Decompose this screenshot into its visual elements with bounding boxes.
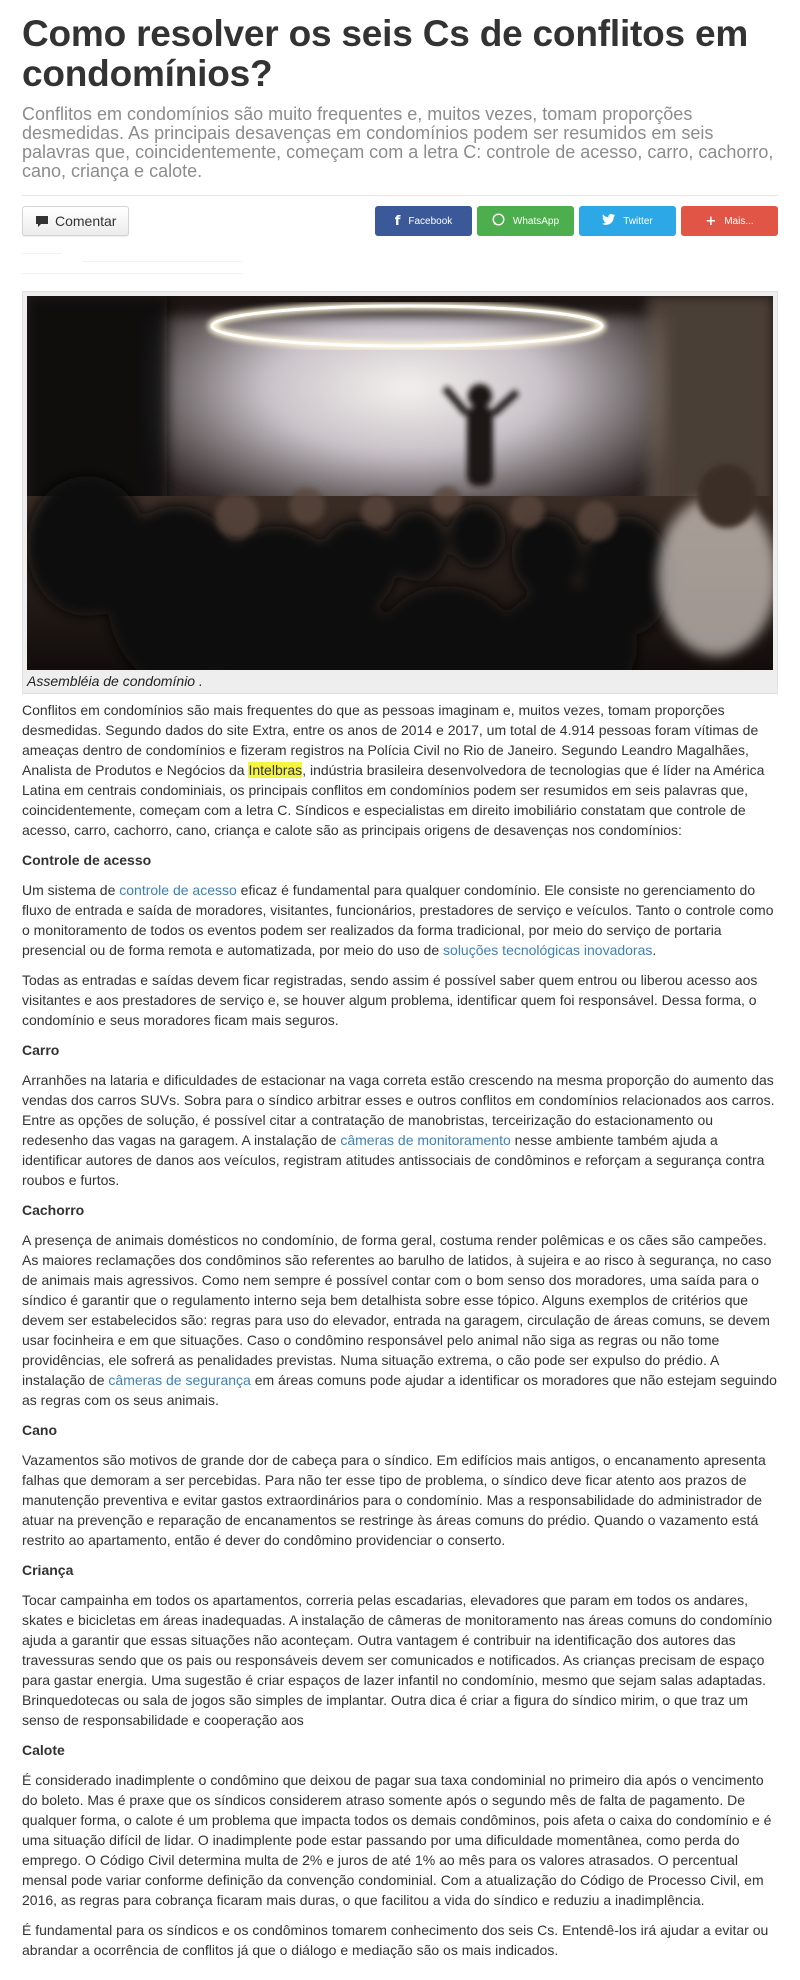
text-span: nesse ambiente também ajuda a identificar autores de danos aos veículos, registram atitudes antissociais de condôminos e reforçam a segurança contra roubos e furtos. [22,1132,765,1188]
section-heading-carro: Carro [22,1042,60,1058]
section-heading-cano: Cano [22,1422,57,1438]
intro-paragraph [22,700,778,840]
section-heading-controle: Controle de acesso [22,852,152,868]
section-paragraph: É considerado inadimplente o condômino que deixou de pagar sua taxa condominial no primeiro dia após o vencimento do boleto. Mas é praxe que os síndicos considerem atraso somente após o segundo mês de falta de pagamento. De qualquer forma, o calote é um problema que impacta todos os demais condôminos, pois afeta o caixa do condomínio e é uma situação difícil de lidar. O inadimplente pode estar passando por uma dificuldade momentânea, como perda do emprego. O Código Civil determina multa de 2% e juros de até 1% ao mês para os valores atrasados. O percentual mensal pode variar conforme definição da convenção condominial. Com a atualização do Código de Processo Civil, em 2016, as regras para cobrança ficaram mais duras, o que facilitou a vida do síndico e reduziu a inadimplência. [22,1772,772,1908]
share-more-button[interactable] [681,206,778,236]
share-buttons [375,206,778,236]
link-cameras-de-seguranca[interactable]: câmeras de segurança [108,1372,251,1388]
whatsapp-icon [492,213,505,230]
page-title: Como resolver os seis Cs de conflitos em condomínios? [22,13,749,94]
share-whatsapp-label: WhatsApp [512,215,560,227]
comment-button[interactable] [22,206,129,236]
text-span: Arranhões na lataria e dificuldades de estacionar na vaga correta estão crescendo na mesma proporção do aumento das vendas dos carros SUVs. Sobra para o síndico arbitrar esses e outros conflitos em condomínios relacionados aos carros. Entre as opções de solução, é possível citar a contratação de manobristas, terceirização do estacionamento ou redesenho das vagas na garagem. A instalação de [22,1072,775,1148]
text-span: A presença de animais domésticos no condomínio, de forma geral, costuma render polêmicas e os cães são campeões. As maiores reclamações dos condôminos são referentes ao barulho de latidos, à sujeira e ao risco à segurança, no caso de animais mais agressivos. Como nem sempre é possível contar com o bom senso dos moradores, uma saída para o síndico é garantir que o regulamento interno seja bem detalhista sobre esse tópico. Alguns exemplos de critérios que devem ser estabelecidos são: regras para uso do elevador, entrada na garagem, circulação de áreas comuns, se devem usar focinheira e em que situações. Caso o condômino responsável pelo animal não siga as regras ou não tome providências, ele sofrerá as penalidades previstas. Numa situação extrema, o cão pode ser expulso do prédio. A instalação de [22,1232,772,1388]
article-toolbar [22,205,778,237]
article-figure [22,291,778,694]
section-paragraph: Vazamentos são motivos de grande dor de cabeça para o síndico. Em edifícios mais antigos, o encanamento apresenta falhas que demoram a ser percebidas. Para não ter esse tipo de problema, o síndico deve ficar atento aos prazos de manutenção preventiva e evitar gastos extraordinários para o condomínio. Mas a responsabilidade do administrador de atuar na prevenção e reparação de encanamentos se restringe às áreas comuns do prédio. Quando o vazamento está restrito ao apartamento, então é dever do condômino providenciar o conserto. [22,1452,766,1548]
intro-text-b: , indústria brasileira desenvolvedora de tecnologias que é líder na América Latina em centrais condominiais, os principais conflitos em condomínios podem ser resumidos em seis palavras que, coincidentemente, começam com a letra C. Síndicos e especialistas em direito imobiliário constatam que controle de acesso, carro, cachorro, cano, criança e calote são as principais origens de desavenças nos condomínios: [22,762,765,838]
article-body [22,700,778,1960]
share-facebook-label: Facebook [408,215,453,227]
section-paragraph [22,1070,778,1190]
section-heading-calote: Calote [22,1742,65,1758]
link-cameras-de-monitoramento[interactable]: câmeras de monitoramento [340,1132,511,1148]
intro-text-a: Conflitos em condomínios são mais frequentes do que as pessoas imaginam e, muitos vezes, tomam proporções desmedidas. Segundo dados do site Extra, entre os anos de 2014 e 2017, um total de 4.914 pessoas foram vítimas de ameaças dentro de condomínios e fizeram registros na Polícia Civil no Rio de Janeiro. Segundo Leandro Magalhães, Analista de Produtos e Negócios da [22,702,759,778]
text-span: eficaz é fundamental para qualquer condomínio. Ele consiste no gerenciamento do fluxo de entrada e saída de moradores, visitantes, funcionários, prestadores de serviço e veículos. Tanto o controle como o monitoramento de todos os eventos podem ser realizados da forma tradicional, por meio do serviço de portaria presencial ou de forma remota e automatizada, por meio do uso de [22,882,774,958]
section-paragraph: Todas as entradas e saídas devem ficar registradas, sendo assim é possível saber quem entrou ou liberou acesso aos visitantes e aos prestadores de serviço e, se houver algum problema, identificar quem foi responsável. Dessa forma, o condomínio e seus moradores ficam mais seguros. [22,972,758,1028]
twitter-icon [602,214,615,229]
share-twitter-button[interactable] [579,206,676,236]
section-heading-crianca: Criança [22,1562,74,1578]
highlighted-brand: Intelbras [248,762,303,778]
section-paragraph [22,880,778,960]
plus-icon: + [705,213,717,229]
text-span: em áreas comuns pode ajudar a identificar os moradores que não estejam seguindo as regras com os seus animais. [22,1372,777,1408]
closing-paragraph: É fundamental para os síndicos e os condôminos tomarem conhecimento dos seis Cs. Entendê-los irá ajudar a evitar ou abrandar a ocorrência de conflitos já que o diálogo e mediação são os mais indicados. [22,1922,769,1958]
text-span: Um sistema de [22,882,120,898]
share-facebook-button[interactable] [375,206,472,236]
article-subtitle: Conflitos em condomínios são muito frequentes e, muitos vezes, tomam proporções desmedidas. As principais desavenças em condomínios podem ser resumidos em seis palavras que, coincidentemente, começam com a letra C: controle de acesso, carro, cachorro, cano, criança e calote. [22,104,774,181]
divider [22,195,778,196]
faint-decoration [22,247,778,281]
section-paragraph [22,1230,778,1410]
share-twitter-label: Twitter [623,215,653,227]
comment-button-label: Comentar [55,213,117,229]
text-span: . [652,942,657,958]
link-solucoes-tecnologicas[interactable]: soluções tecnológicas inovadoras [443,942,653,958]
share-whatsapp-button[interactable] [477,206,574,236]
speech-bubble-icon [35,215,49,227]
section-heading-cachorro: Cachorro [22,1202,85,1218]
figure-caption: Assembléia de condomínio . [27,673,203,689]
share-more-label: Mais... [724,215,754,227]
section-paragraph: Tocar campainha em todos os apartamentos, correria pelas escadarias, elevadores que param em todos os andares, skates e bicicletas em áreas inadequadas. A instalação de câmeras de monitoramento nas áreas comuns do condomínio ajuda a garantir que essas situações não aconteçam. Outra vantagem é contribuir na identificação dos autores das travessuras sendo que os pais ou responsáveis devem ser comunicados e notificados. As crianças precisam de espaço para gastar energia. Uma sugestão é criar espaços de lazer infantil no condomínio, mesmo que sejam salas adaptadas. Brinquedotecas ou sala de jogos são simples de implantar. Outra dica é criar a figura do síndico mirim, o que traz um senso de responsabilidade e cooperação aos [22,1592,773,1728]
link-controle-de-acesso[interactable]: controle de acesso [119,882,237,898]
facebook-icon: f [394,213,401,229]
assembly-photo [27,296,773,670]
